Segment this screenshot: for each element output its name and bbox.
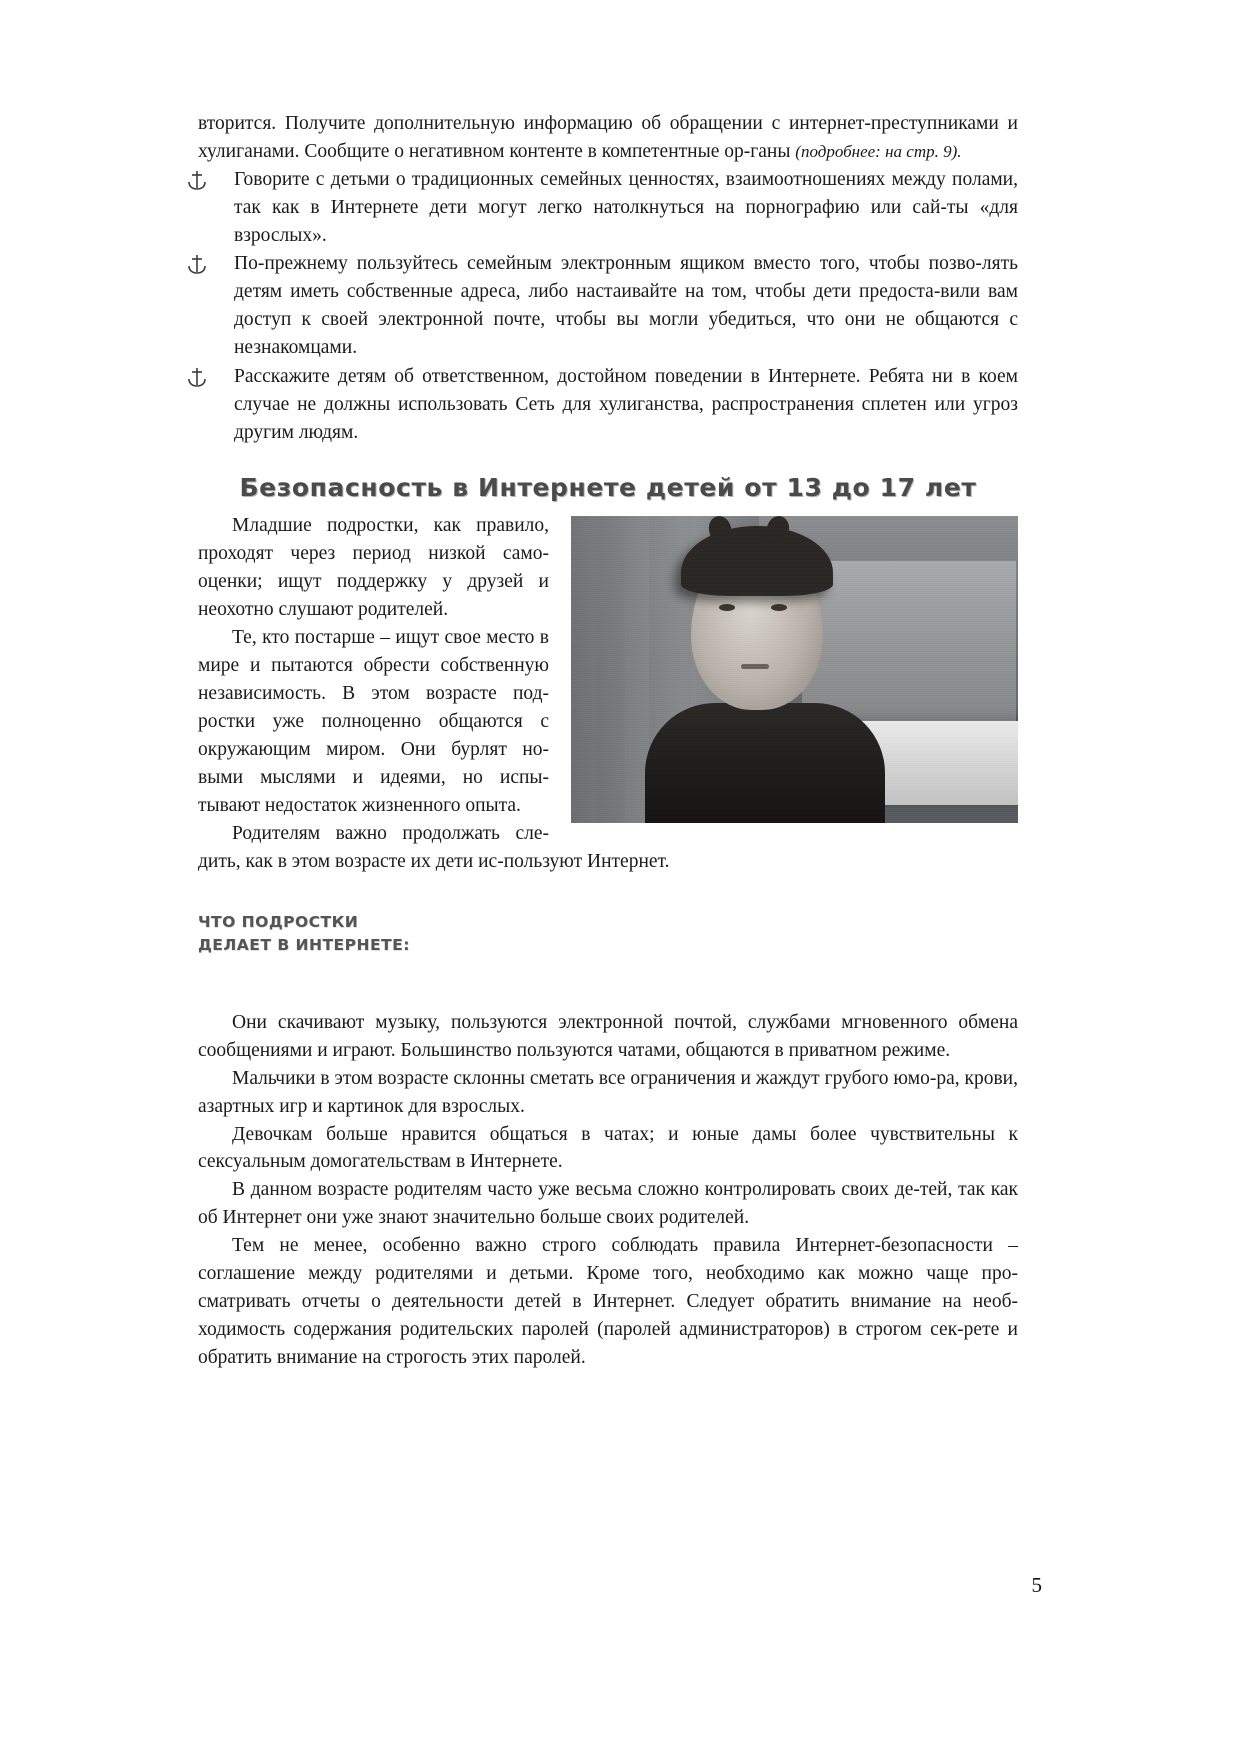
- continuation-italic-note: (подробнее: на стр. 9).: [795, 141, 962, 161]
- section-heading: Безопасность в Интернете детей от 13 до 17 лет: [239, 472, 977, 502]
- list-item: [198, 250, 1018, 362]
- paragraph-2: Мальчики в этом возрасте склонны сметать все ограничения и жаждут грубого юмо-ра, крови, азартных игр и картинок для взрослых.: [198, 1067, 1018, 1117]
- sub-heading-line-1: ЧТО ПОДРОСТКИ: [198, 912, 359, 931]
- list-item-text: Расскажите детям об ответственном, достойном поведении в Интернете. Ребята ни в коем случае не должны использовать Сеть для хулиганства, распространения сплетен или угроз другим людям.: [234, 365, 1018, 443]
- teen-at-computer-photo: [571, 516, 1018, 823]
- list-item-text: По-прежнему пользуйтесь семейным электронным ящиком вместо того, чтобы позво-лять детям иметь собственные адреса, либо настаивайте на том, чтобы дети предоста-вили вам доступ к своей электронной почте, чтобы вы могли убедиться, что они не общаются с незнакомцами.: [234, 253, 1018, 358]
- page-content: [198, 110, 1018, 1371]
- wrapped-paragraph-2: Те, кто постарше – ищут свое место в мире и пытаются обрести собственную независимость. В этом возрасте под-ростки уже полноценно общаются с окружающим миром. Они бурлят но-выми мыслями и идеями, но испы-тывают недостаток жизненного опыта.: [198, 626, 549, 817]
- sub-heading-line-2: ДЕЛАЕТ В ИНТЕРНЕТЕ:: [198, 935, 410, 954]
- list-item: [198, 166, 1018, 250]
- anchor-bullet-icon: [184, 366, 210, 388]
- continuation-paragraph: [198, 110, 1018, 166]
- photo-grain-overlay: [571, 516, 1018, 823]
- wrapped-paragraph-3: Родителям важно продолжать сле-дить, как в этом возрасте их дети ис-пользуют Интернет.: [198, 823, 670, 873]
- bullet-list: [198, 166, 1018, 447]
- list-item: [198, 363, 1018, 447]
- paragraph-3: Девочкам больше нравится общаться в чатах; и юные дамы более чувствительны к сексуальным домогательствам в Интернете.: [198, 1123, 1018, 1173]
- anchor-bullet-icon: [184, 253, 210, 275]
- sub-heading: [198, 911, 1018, 958]
- continuation-text: вторится. Получите дополнительную информацию об обращении с интернет-преступниками и хулиганами. Сообщите о негативном контенте в компетентные ор-ганы: [198, 113, 1018, 162]
- paragraph-1: Они скачивают музыку, пользуются электронной почтой, службами мгновенного обмена сообщениями и играют. Большинство пользуются чатами, общаются в приватном режиме.: [198, 1012, 1018, 1061]
- anchor-bullet-icon: [184, 169, 210, 191]
- list-item-text: Говорите с детьми о традиционных семейных ценностях, взаимоотношениях между полами, так как в Интернете дети могут легко натолкнуться на порнографию или сай-ты «для взрослых».: [234, 168, 1018, 246]
- paragraph-4: В данном возрасте родителям часто уже весьма сложно контролировать своих де-тей, так как об Интернет они уже знают значительно больше своих родителей.: [198, 1179, 1018, 1229]
- after-photo-section: [198, 957, 1018, 1371]
- page-number: 5: [1031, 1573, 1042, 1597]
- wrapped-paragraph-1: Младшие подростки, как правило, проходят через период низкой само-оценки; ищут поддержку у друзей и неохотно слушают родителей.: [198, 514, 549, 620]
- paragraph-5: Тем не менее, особенно важно строго соблюдать правила Интернет-безопасности – соглашение между родителями и детьми. Кроме того, необходимо как можно чаще про-сматривать отчеты о деятельности детей в Интернет. Следует обратить внимание на необ-ходимость содержания родительских паролей (паролей администраторов) в строгом сек-рете и обратить внимание на строгость этих паролей.: [198, 1235, 1018, 1368]
